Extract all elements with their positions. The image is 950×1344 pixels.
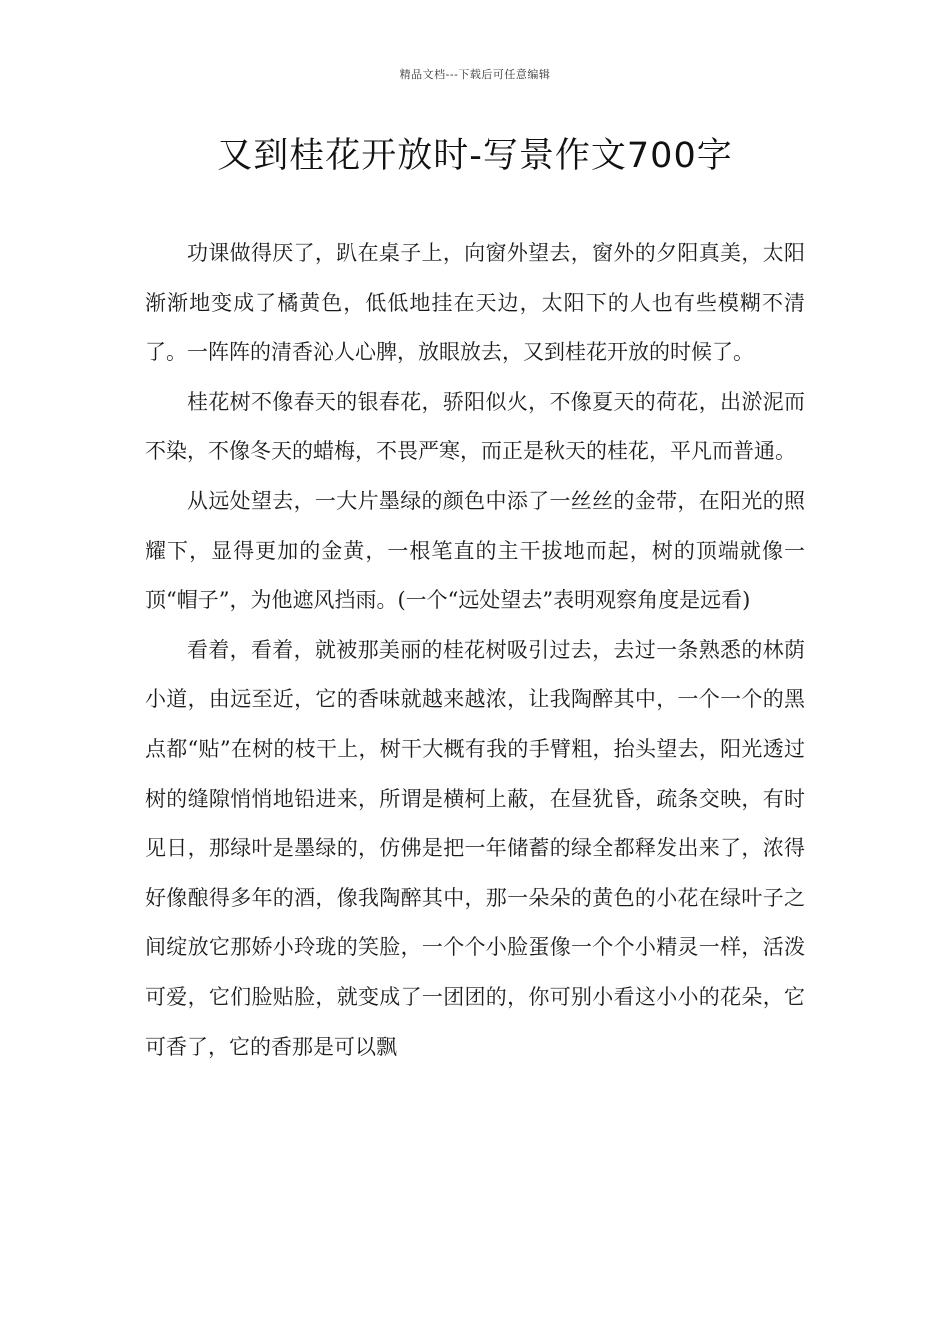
paragraph: 从远处望去，一大片墨绿的颜色中添了一丝丝的金带，在阳光的照耀下，显得更加的金黄，一根笔直的主干拔地而起，树的顶端就像一顶“帽子”，为他遮风挡雨。(一个“远处望去”表明观察角度是远看) xyxy=(145,488,805,613)
document-body xyxy=(145,229,805,1072)
paragraph: 桂花树不像春天的银春花，骄阳似火，不像夏天的荷花，出淤泥而不染，不像冬天的蜡梅，不畏严寒，而正是秋天的桂花，平凡而普通。 xyxy=(145,389,805,464)
paragraph: 功课做得厌了，趴在桌子上，向窗外望去，窗外的夕阳真美，太阳渐渐地变成了橘黄色，低低地挂在天边，太阳下的人也有些模糊不清了。一阵阵的清香沁人心脾，放眼放去，又到桂花开放的时候了。 xyxy=(145,241,805,365)
page-header: 精品文档---下载后可任意编辑 xyxy=(399,68,551,81)
document-title: 又到桂花开放时-写景作文700字 xyxy=(217,136,733,176)
paragraph: 看着，看着，就被那美丽的桂花树吸引过去，去过一条熟悉的林荫小道，由远至近，它的香味就越来越浓，让我陶醉其中，一个一个的黑点都“贴”在树的枝干上，树干大概有我的手臂粗，抬头望去，阳光透过树的缝隙悄悄地铅进来，所谓是横柯上蔽，在昼犹昏，疏条交映，有时见日，那绿叶是墨绿的，仿佛是把一年储蓄的绿全都释发出来了，浓得好像酿得多年的酒，像我陶醉其中，那一朵朵的黄色的小花在绿叶子之间绽放它那娇小玲珑的笑脸，一个个小脸蛋像一个个小精灵一样，活泼可爱，它们脸贴脸，就变成了一团团的，你可别小看这小小的花朵，它可香了，它的香那是可以飘 xyxy=(145,637,805,1059)
